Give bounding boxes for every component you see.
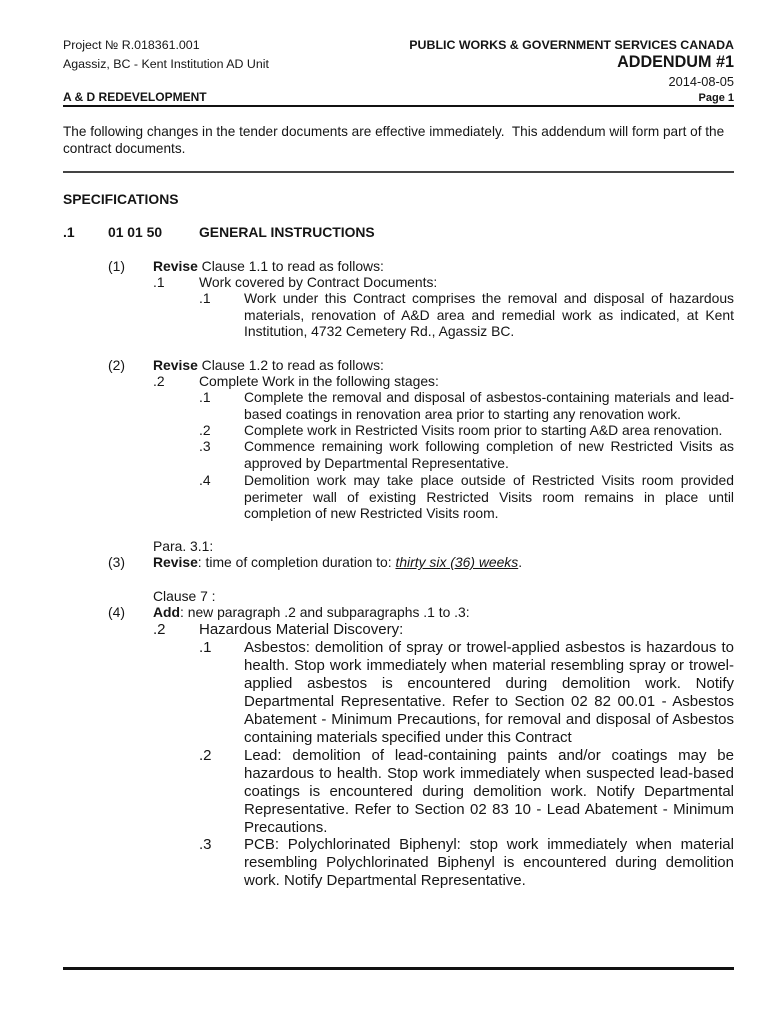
- change-text: : time of completion duration to:: [197, 554, 396, 570]
- change-text: Clause 1.2 to read as follows:: [197, 357, 384, 373]
- organization-name: PUBLIC WORKS & GOVERNMENT SERVICES CANADA: [409, 38, 734, 52]
- project-number: Project № R.018361.001: [63, 38, 200, 52]
- change-instruction: [153, 604, 470, 621]
- document-date: 2014-08-05: [668, 74, 734, 89]
- project-name: A & D REDEVELOPMENT: [63, 90, 207, 104]
- header-divider: [63, 105, 734, 107]
- subparagraph-number: .3: [199, 836, 212, 853]
- footer-divider: [63, 967, 734, 970]
- change-verb: Revise: [153, 357, 198, 373]
- page-number: Page 1: [698, 92, 734, 104]
- change-instruction: [153, 357, 384, 374]
- subparagraph-number: .2: [199, 747, 212, 764]
- project-location: Agassiz, BC - Kent Institution AD Unit: [63, 57, 269, 71]
- change-reference: Clause 7 :: [153, 588, 216, 604]
- subparagraph-text: Asbestos: demolition of spray or trowel-applied asbestos is hazardous to health. Stop work immediately when material resembling spray or trowel-applied asbestos is encountered during demolition work. Notify Departmental Representative. Refer to Section 02 82 00.01 - Asbestos Abatement - Minimum Precautions, for removal and disposal of Asbestos containing materials specified under this Contract: [244, 639, 734, 746]
- change-number: (3): [108, 554, 125, 570]
- subparagraph-number: .4: [199, 472, 211, 488]
- subparagraph-number: .2: [199, 422, 211, 438]
- subparagraph-number: .3: [199, 438, 211, 454]
- change-instruction: [153, 258, 384, 275]
- specification-section: 01 01 50: [108, 224, 163, 240]
- paragraph-number: .1: [153, 274, 165, 290]
- change-text: Clause 1.1 to read as follows:: [197, 258, 384, 274]
- change-verb: Add: [153, 604, 181, 620]
- subparagraph-text: Demolition work may take place outside of Restricted Visits room provided perimeter wall of existing Restricted Visits room remains in place until completion of new Restricted Visits room.: [244, 472, 734, 522]
- change-verb: Revise: [153, 554, 198, 570]
- subparagraph-text: Work under this Contract comprises the removal and disposal of hazardous materials, renovation of A&D area and remedial work as indicated, at Kent Institution, 4732 Cemetery Rd., Agassiz BC.: [244, 290, 734, 340]
- document-title: ADDENDUM #1: [617, 53, 734, 71]
- paragraph-text: Work covered by Contract Documents:: [199, 274, 438, 290]
- specification-title: GENERAL INSTRUCTIONS: [199, 224, 375, 240]
- subparagraph-text: Lead: demolition of lead-containing paints and/or coatings may be hazardous to health. Stop work immediately when suspected lead-based coatings is encountered during demolition work. Notify Departmental Representative. Refer to Section 02 83 10 - Lead Abatement - Minimum Precautions.: [244, 747, 734, 836]
- subparagraph-text: Complete work in Restricted Visits room prior to starting A&D area renovation.: [244, 422, 723, 438]
- intro-paragraph: The following changes in the tender documents are effective immediately. This addendum will form part of the contract documents.: [63, 124, 728, 156]
- change-number: (2): [108, 357, 125, 373]
- change-number: (4): [108, 604, 125, 620]
- change-instruction: [153, 554, 522, 571]
- specification-number: .1: [63, 224, 75, 240]
- subparagraph-number: .1: [199, 290, 211, 306]
- section-heading: SPECIFICATIONS: [63, 191, 179, 207]
- intro-divider: [63, 171, 734, 173]
- change-verb: Revise: [153, 258, 198, 274]
- subparagraph-text: Complete the removal and disposal of asbestos-containing materials and lead-based coatings in renovation area prior to starting any renovation work.: [244, 389, 734, 422]
- paragraph-number: .2: [153, 373, 165, 389]
- change-text-end: .: [518, 554, 523, 570]
- completion-duration: thirty six (36) weeks: [395, 554, 519, 570]
- change-number: (1): [108, 258, 125, 274]
- subparagraph-number: .1: [199, 639, 212, 656]
- change-reference: Para. 3.1:: [153, 538, 214, 554]
- change-text: : new paragraph .2 and subparagraphs .1 to .3:: [180, 604, 470, 620]
- subparagraph-number: .1: [199, 389, 211, 405]
- paragraph-text: Hazardous Material Discovery:: [199, 621, 404, 638]
- subparagraph-text: PCB: Polychlorinated Biphenyl: stop work immediately when material resembling Polychlorinated Biphenyl is encountered during demolition work. Notify Departmental Representative.: [244, 836, 734, 889]
- paragraph-number: .2: [153, 621, 166, 638]
- subparagraph-text: Commence remaining work following completion of new Restricted Visits as approved by Departmental Representative.: [244, 438, 734, 471]
- paragraph-text: Complete Work in the following stages:: [199, 373, 439, 389]
